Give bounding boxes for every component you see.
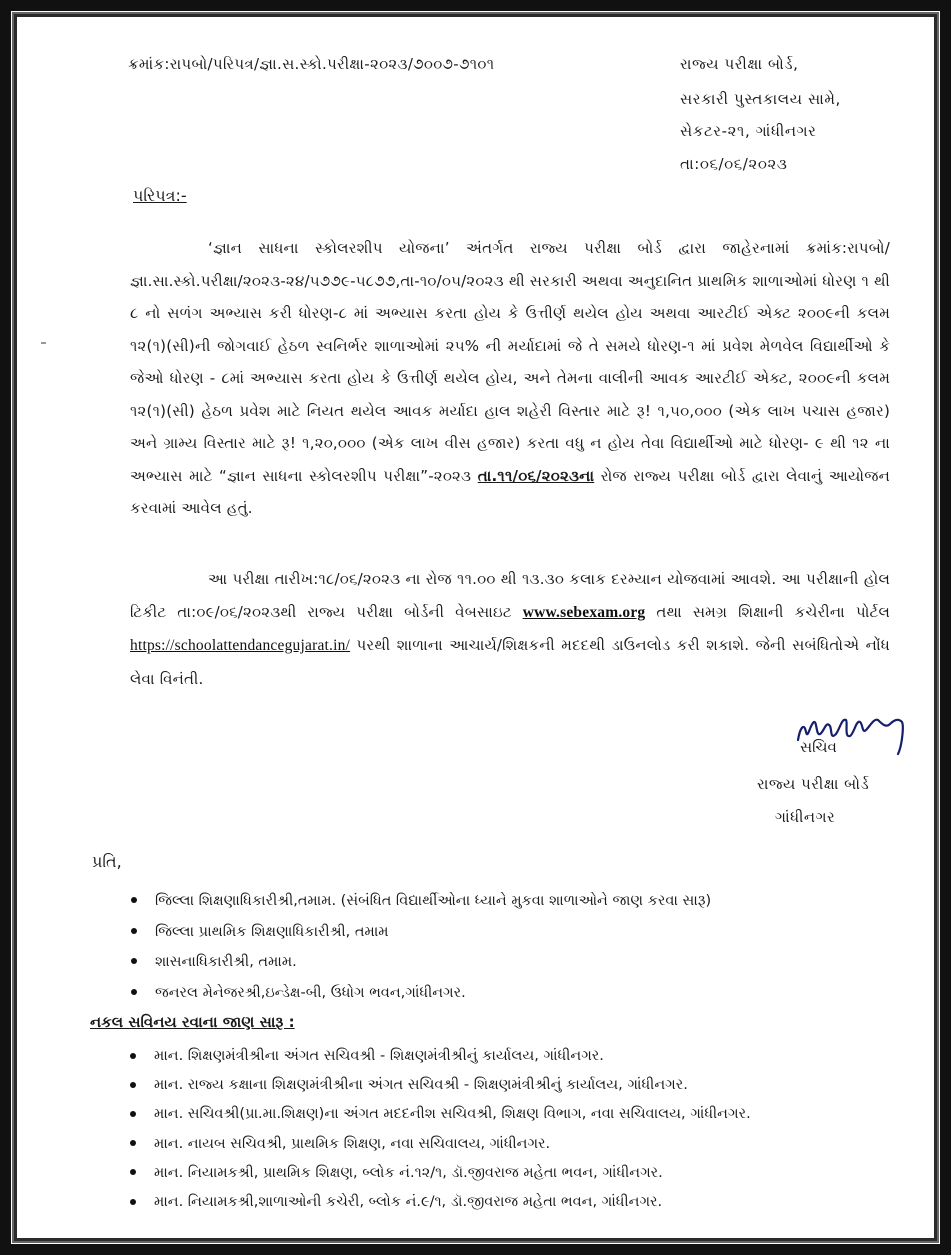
bullet-icon (131, 958, 137, 964)
list-item (154, 1159, 751, 1188)
signatory-city: ગાંધીનગર (775, 808, 836, 826)
signature-image (790, 706, 920, 766)
paragraph-1-end: રોજ રાજ્ય પરીક્ષા બોર્ડ દ્વારા લેવાનું આયોજન કરવામાં આવેલ હતું. (130, 466, 890, 517)
copy-list (154, 1042, 751, 1217)
list-item-text: માન. નાયબ સચિવશ્રી, પ્રાથમિક શિક્ષણ, નવા સચિવાલય, ગાંધીનગર. (154, 1135, 551, 1152)
paragraph-2 (130, 563, 890, 695)
list-item-text: માન. રાજ્ય કક્ષાના શિક્ષણમંત્રીશ્રીના અંગત સચિવશ્રી - શિક્ષણમંત્રીશ્રીનું કાર્યાલય, ગાંધીનગર. (154, 1077, 688, 1094)
list-item (154, 1130, 751, 1159)
signatory-organization: રાજ્ય પરીક્ષા બોર્ડ (757, 775, 870, 793)
paragraph-1-text: ‘જ્ઞાન સાધના સ્કોલરશીપ યોજના’ અંતર્ગત રાજ્ય પરીક્ષા બોર્ડ દ્વારા જાહેરનામાં ક્રમાંક:રાપબો/ જ્ઞા.સા.સ્કો.પરીક્ષા/૨૦૨૩-૨૪/૫૭૭૯-૫૮૭૭,તા-૧૦/૦૫/૨૦૨૩ થી સરકારી અથવા અનુદાનિત પ્રાથમિક શાળાઓમાં ધોરણ ૧ થી ૮ નો સળંગ અભ્યાસ કરી ધોરણ-૮ માં અભ્યાસ કરતા હોય કે ઉત્તીર્ણ થયેલ હોય અથવા આરટીઈ એક્ટ ૨૦૦૯ની કલમ ૧૨(૧)(સી)ની જોગવાઈ હેઠળ સ્વનિર્ભર શાળાઓમાં ૨૫% ની મર્યાદામાં જે તે સમયે ધોરણ-૧ માં પ્રવેશ મેળવેલ વિદ્યાર્થીઓ કે જેઓ ધોરણ - ૮માં અભ્યાસ કરતા હોય કે ઉત્તીર્ણ થયેલ હોય, અને તેમના વાલીની આવક આરટીઈ એક્ટ, ૨૦૦૯ની કલમ ૧૨(૧)(સી) હેઠળ પ્રવેશ માટે નિયત થયેલ આવક મર્યાદા હાલ શહેરી વિસ્તાર માટે રૂ! ૧,૫૦,૦૦૦ (એક લાખ પચાસ હજાર) અને ગ્રામ્ય વિસ્તાર માટે રૂ! ૧,૨૦,૦૦૦ (એક લાખ વીસ હજાર) કરતા વધુ ન હોય તેવા વિદ્યાર્થીઓ માટે ધોરણ- ૯ થી ૧૨ ના અભ્યાસ માટે “જ્ઞાન સાધના સ્કોલરશીપ પરીક્ષા”-૨૦૨૩ (130, 239, 890, 485)
list-item-text: જનરલ મેનેજરશ્રી,ઇન્ડેક્ષ-બી, ઉધોગ ભવન,ગાંધીનગર. (155, 984, 466, 1001)
address-line-2: સરકારી પુસ્તકાલય સામે, (680, 90, 841, 108)
list-item-text: માન. શિક્ષણમંત્રીશ્રીના અંગત સચિવશ્રી - શિક્ષણમંત્રીશ્રીનું કાર્યાલય, ગાંધીનગર. (154, 1048, 604, 1064)
circular-heading: પરિપત્ર:- (133, 186, 187, 205)
list-item-text: માન. સચિવશ્રી(પ્રા.મા.શિક્ષણ)ના અંગત મદદનીશ સચિવશ્રી, શિક્ષણ વિભાગ, નવા સચિવાલય, ગાંધીનગર. (154, 1106, 751, 1123)
list-item (155, 917, 711, 948)
list-item (155, 978, 711, 1009)
bullet-icon (130, 1082, 136, 1088)
list-item (155, 886, 711, 917)
bullet-icon (130, 1199, 136, 1205)
recipients-list (155, 886, 711, 1008)
bullet-icon (131, 897, 137, 903)
bullet-icon (131, 928, 137, 934)
margin-mark (41, 342, 46, 344)
bullet-icon (130, 1111, 136, 1117)
paragraph-2-text-3: પરથી શાળાના આચાર્ય/શિક્ષકની મદદથી ડાઉનલોડ કરી શકાશે. જેની સબંધિતોએ નોંધ લેવા વિનંતી. (130, 636, 890, 688)
paragraph-1 (130, 232, 890, 525)
paragraph-2-text-1: આ પરીક્ષા તારીખ:૧૮/૦૬/૨૦૨૩ ના રોજ ૧૧.૦૦ થી ૧૩.૩૦ કલાક દરમ્યાન યોજવામાં આવશે. આ પરીક્ષાની હોલ ટિકીટ તા:૦૯/૦૬/૨૦૨૩થી રાજ્ય પરીક્ષા બોર્ડની વેબસાઇટ (130, 570, 890, 621)
list-item (154, 1071, 751, 1100)
paragraph-2-text-2: તથા સમગ્ર શિક્ષાની કચેરીના પોર્ટલ (645, 602, 890, 621)
reference-number: ક્રમાંક:રાપબો/પરિપત્ર/જ્ઞા.સ.સ્કો.પરીક્ષા-૨૦૨૩/૭૦૦૭-૭૧૦૧ (128, 55, 495, 73)
document-date: તા:૦૬/૦૬/૨૦૨૩ (680, 155, 788, 173)
list-item-text: માન. નિયામકશ્રી, પ્રાથમિક શિક્ષણ, બ્લોક નં.૧૨/૧, ડૉ.જીવરાજ મહેતા ભવન, ગાંધીનગર. (154, 1164, 663, 1181)
list-item (155, 947, 711, 978)
sebexam-link[interactable]: www.sebexam.org (522, 603, 646, 621)
recipients-label: પ્રતિ, (92, 852, 122, 871)
exam-date: તા.૧૧/૦૬/૨૦૨૩ના (477, 466, 595, 485)
copy-to-label: નકલ સવિનય રવાના જાણ સારૂ : (90, 1013, 295, 1031)
bullet-icon (130, 1169, 136, 1175)
list-item-text: શાસનાધિકારીશ્રી, તમામ. (155, 954, 297, 970)
bullet-icon (131, 989, 137, 995)
list-item (154, 1042, 751, 1071)
signatory-designation: સચિવ (800, 738, 837, 756)
list-item-text: માન. નિયામકશ્રી,શાળાઓની કચેરી, બ્લોક નં.૯/૧, ડૉ.જીવરાજ મહેતા ભવન, ગાંધીનગર. (154, 1193, 663, 1210)
list-item (154, 1188, 751, 1217)
bullet-icon (130, 1053, 136, 1059)
bullet-icon (130, 1140, 136, 1146)
address-line-3: સેકટર-૨૧, ગાંધીનગર (680, 122, 817, 140)
list-item-text: જિલ્લા પ્રાથમિક શિક્ષણાધિકારીશ્રી, તમામ (155, 923, 389, 940)
school-attendance-portal-link[interactable]: https://schoolattendancegujarat.in/ (130, 637, 351, 654)
address-line-1: રાજ્ય પરીક્ષા બોર્ડ, (680, 55, 799, 73)
list-item (154, 1100, 751, 1129)
list-item-text: જિલ્લા શિક્ષણાધિકારીશ્રી,તમામ. (સંબંધિત વિદ્યાર્થીઓના ધ્યાને મુકવા શાળાઓને જાણ કરવા સારૂ) (155, 893, 712, 909)
